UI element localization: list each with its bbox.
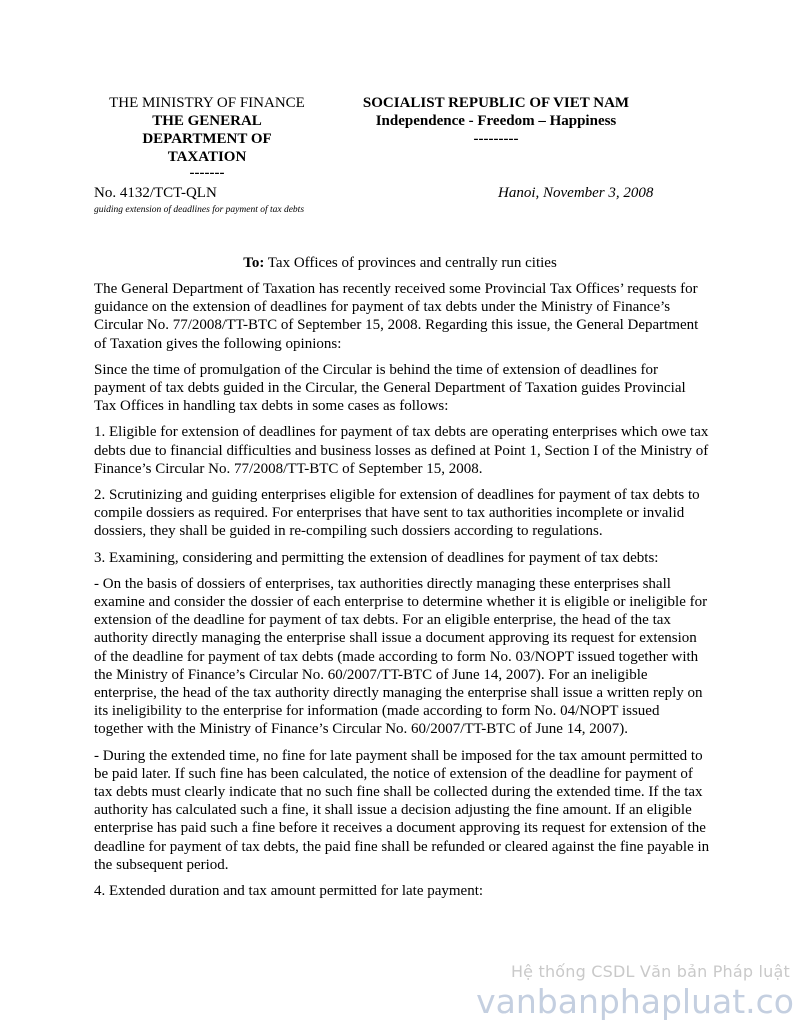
document-number: No. 4132/TCT-QLN (94, 185, 217, 201)
site-watermark (476, 962, 794, 1022)
national-header (340, 94, 652, 148)
motto-separator: --------- (473, 131, 519, 147)
department-name (94, 112, 320, 166)
republic-name: SOCIALIST REPUBLIC OF VIET NAM (362, 95, 630, 111)
recipient-label: To: (243, 255, 265, 271)
department-line: THE GENERAL (152, 113, 262, 129)
national-motto: Independence - Freedom – Happiness (375, 113, 617, 129)
issuer-separator: ------- (189, 165, 225, 181)
ministry-name: THE MINISTRY OF FINANCE (109, 95, 305, 111)
department-line: DEPARTMENT OF (142, 131, 272, 147)
watermark-tagline: Hệ thống CSDL Văn bản Pháp luật (510, 962, 790, 981)
recipient-line (0, 254, 800, 272)
department-line: TAXATION (167, 149, 247, 165)
body-paragraph: The General Department of Taxation has recently received some Provincial Tax Offices’ requests for guidance on the extension of deadlines for payment of tax debts under the Ministry of Finance’s Circular No. 77/2008/TT-BTC of September 15, 2008. Regarding this issue, the General Department of Taxation gives the following opinions: (94, 281, 699, 352)
watermark-domain: vanbanphapluat.co (476, 982, 794, 1021)
body-paragraph: 1. Eligible for extension of deadlines for payment of tax debts are operating enterprises which owe tax debts due to financial difficulties and business losses as defined at Point 1, Section I of the Ministry of Finance’s Circular No. 77/2008/TT-BTC of September 15, 2008. (94, 424, 709, 477)
place-and-date: Hanoi, November 3, 2008 (498, 185, 654, 201)
body-paragraph: 2. Scrutinizing and guiding enterprises eligible for extension of deadlines for payment of tax debts to compile dossiers as required. For enterprises that have sent to tax authorities incomplete or invalid dossiers, they shall be guided in re-compiling such dossiers according to regulations. (94, 487, 700, 540)
document-subject: guiding extension of deadlines for payment of tax debts (94, 205, 305, 215)
recipient-text: Tax Offices of provinces and centrally run cities (264, 255, 557, 271)
body-paragraph: 4. Extended duration and tax amount permitted for late payment: (94, 883, 484, 900)
issuer-block (94, 94, 320, 180)
body-paragraph: - On the basis of dossiers of enterprises, tax authorities directly managing these enterprises shall examine and consider the dossier of each enterprise to determine whether it is eligible or ineligible for extension of the deadline for payment of tax debts. For an eligible enterprise, the head of the tax authority directly managing the enterprise shall issue a document approving its request for extension of the deadline for payment of tax debts (made according to form No. 03/NOPT issued together with the Ministry of Finance’s Circular No. 60/2007/TT-BTC of June 14, 2007). For an ineligible enterprise, the head of the tax authority directly managing the enterprise shall issue a written reply on its ineligibility to the enterprise for information (made according to form No. 04/NOPT issued together with the Ministry of Finance’s Circular No. 60/2007/TT-BTC of June 14, 2007). (94, 575, 708, 738)
body-paragraph: Since the time of promulgation of the Circular is behind the time of extension of deadlines for payment of tax debts guided in the Circular, the General Department of Taxation guides Provincial Tax Offices in handling tax debts in some cases as follows: (94, 361, 686, 415)
body-paragraph: 3. Examining, considering and permitting the extension of deadlines for payment of tax debts: (94, 549, 659, 566)
body-paragraph: - During the extended time, no fine for late payment shall be imposed for the tax amount permitted to be paid later. If such fine has been calculated, the notice of extension of the deadline for payment of tax debts must clearly indicate that no such fine shall be collected during the extended time. If the tax authority has calculated such a fine, it shall issue a decision adjusting the fine amount. If an eligible enterprise has paid such a fine before it receives a document approving its request for extension of the deadline for payment of tax debts, the paid fine shall be refunded or cleared against the fine payable in the subsequent period. (94, 747, 710, 873)
document-body (94, 280, 710, 908)
